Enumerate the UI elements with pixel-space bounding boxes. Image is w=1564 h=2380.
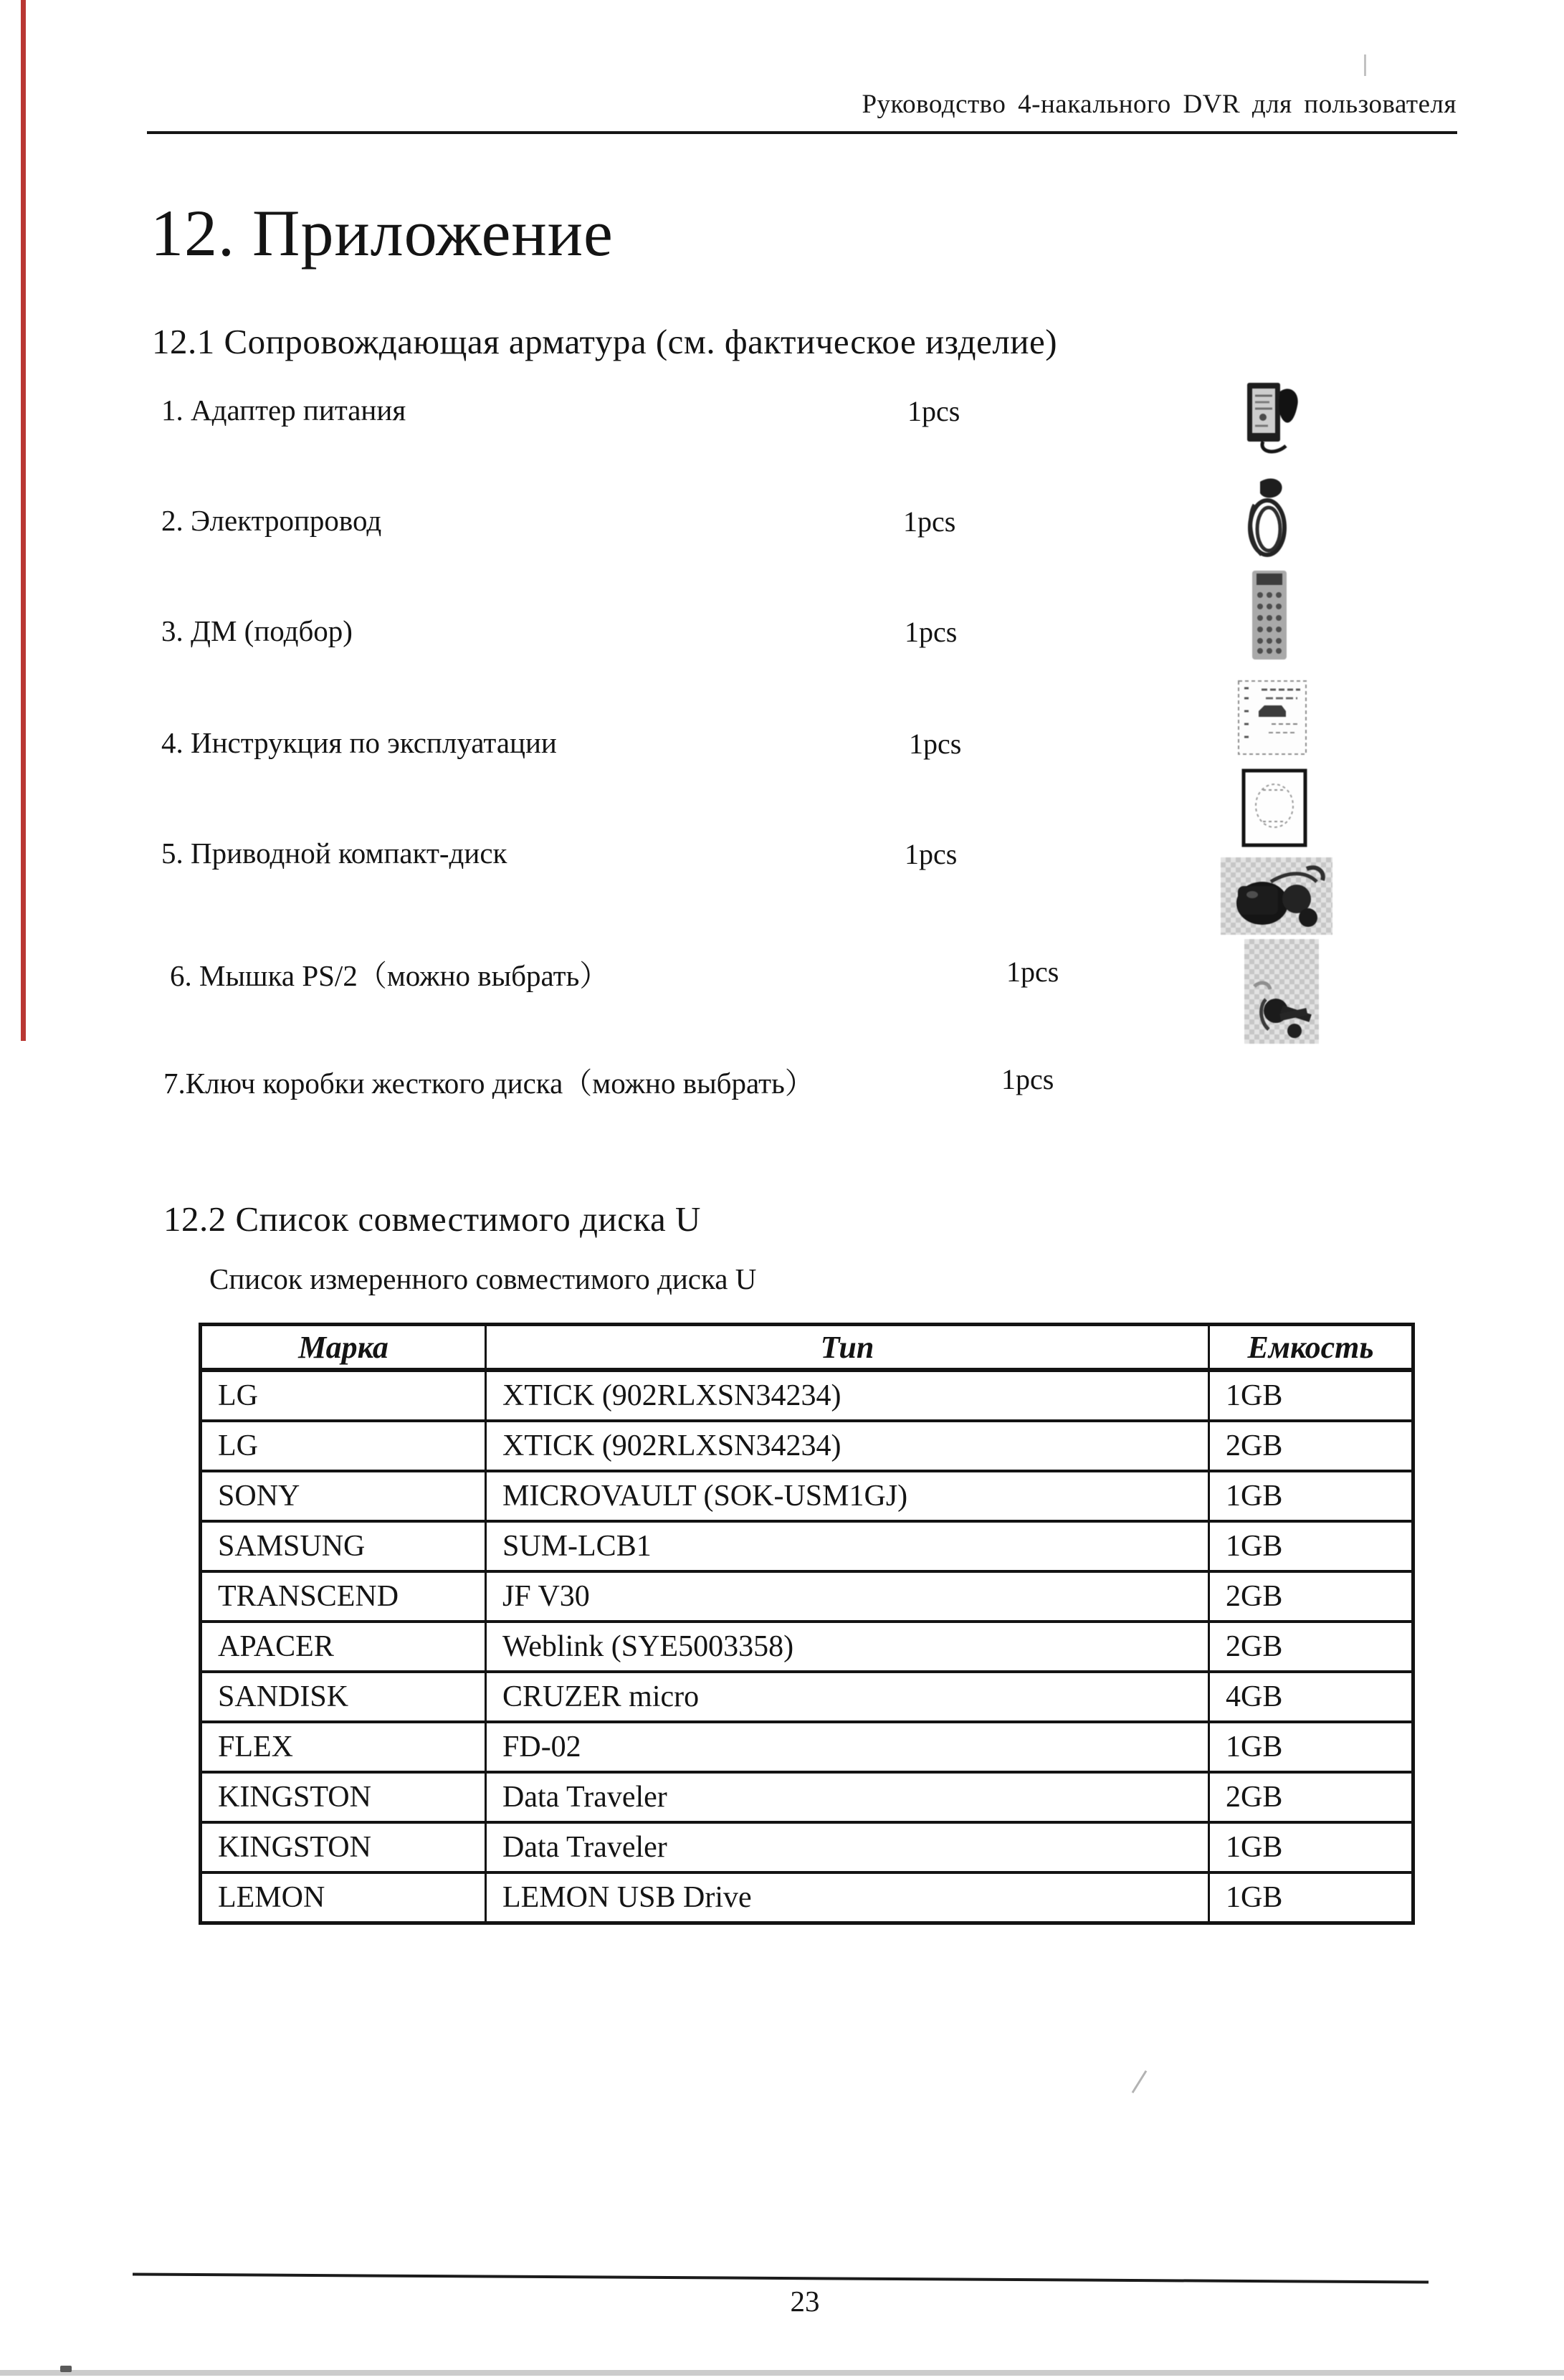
driver-cd-photo [1241,768,1307,847]
accessory-label-3: 3. ДМ (подбор) [161,614,353,647]
hdd-box-key-photo [1244,939,1319,1044]
accessory-label-5: 5. Приводной компакт-диск [161,837,507,870]
accessory-label-4: 4. Инструкция по эксплуатации [161,726,557,759]
cell-brand: SAMSUNG [201,1521,486,1571]
header-rule [147,131,1457,134]
scan-bottom-edge [0,2370,1564,2376]
section-12-1-heading: 12.1 Сопровождающая арматура (см. фактическое изделие) [152,322,1058,361]
table-row [201,1672,1413,1722]
cell-brand: LG [201,1421,486,1471]
table-row [201,1622,1413,1672]
table-row [201,1471,1413,1521]
table-row [201,1822,1413,1872]
accessory-qty-7: 1pcs [1001,1063,1054,1095]
table-row [201,1571,1413,1622]
cell-brand: LG [201,1370,486,1421]
cell-capacity: 2GB [1209,1622,1413,1672]
page-title: 12. Приложение [151,196,614,270]
column-header-type: Тип [486,1325,1209,1371]
cell-brand: SANDISK [201,1672,486,1722]
section-12-2-heading: 12.2 Список совместимого диска U [163,1199,701,1239]
usb-compatibility-table [199,1323,1415,1925]
cell-type: JF V30 [486,1571,1209,1622]
cell-type: MICROVAULT (SOK-USM1GJ) [486,1471,1209,1521]
cell-type: CRUZER micro [486,1672,1209,1722]
cell-capacity: 1GB [1209,1822,1413,1872]
accessory-qty-2: 1pcs [903,505,956,538]
cell-brand: APACER [201,1622,486,1672]
cell-brand: FLEX [201,1722,486,1772]
cell-type: XTICK (902RLXSN34234) [486,1370,1209,1421]
footer-rule [133,2272,1429,2283]
power-adapter-photo [1233,379,1305,459]
column-header-brand: Марка [201,1325,486,1371]
cell-brand: SONY [201,1471,486,1521]
power-cord-photo [1240,475,1296,563]
cell-type: LEMON USB Drive [486,1872,1209,1923]
accessory-qty-6: 1pcs [1006,956,1059,988]
cell-type: XTICK (902RLXSN34234) [486,1421,1209,1471]
cell-brand: TRANSCEND [201,1571,486,1622]
table-row [201,1521,1413,1571]
cell-capacity: 1GB [1209,1370,1413,1421]
cell-capacity: 4GB [1209,1672,1413,1722]
cell-type: Data Traveler [486,1822,1209,1872]
cell-type: Weblink (SYE5003358) [486,1622,1209,1672]
table-row [201,1872,1413,1923]
running-header: Руководство 4-накального DVR для пользователя [862,90,1456,119]
section-12-2-subtitle: Список измеренного совместимого диска U [209,1262,757,1295]
cell-capacity: 1GB [1209,1872,1413,1923]
page-number: 23 [790,2285,820,2318]
table-row [201,1722,1413,1772]
accessory-label-6: 6. Мышка PS/2（можно выбрать） [170,959,609,992]
accessory-qty-1: 1pcs [907,395,960,427]
table-header-row [201,1325,1413,1371]
column-header-capacity: Емкость [1209,1325,1413,1371]
accessory-qty-4: 1pcs [909,728,962,760]
accessory-qty-3: 1pcs [905,616,958,648]
accessory-label-7: 7.Ключ коробки жесткого диска（можно выбрать） [163,1067,814,1100]
ps2-mouse-photo [1221,857,1332,935]
scan-bottom-speck [60,2366,72,2372]
table-row [201,1772,1413,1822]
accessory-qty-5: 1pcs [905,838,958,870]
remote-control-photo [1251,569,1288,661]
red-margin-line [21,0,26,1041]
table-row [201,1421,1413,1471]
cell-capacity: 2GB [1209,1571,1413,1622]
cell-capacity: 1GB [1209,1722,1413,1772]
cell-type: Data Traveler [486,1772,1209,1822]
cell-brand: KINGSTON [201,1772,486,1822]
user-manual-photo [1237,680,1307,756]
accessory-label-2: 2. Электропровод [161,504,382,537]
table-row [201,1370,1413,1421]
scan-artifact-tick [1364,54,1366,76]
cell-capacity: 1GB [1209,1521,1413,1571]
scan-artifact-slash [1132,2070,1148,2093]
accessory-label-1: 1. Адаптер питания [161,394,406,427]
cell-capacity: 2GB [1209,1421,1413,1471]
cell-brand: LEMON [201,1872,486,1923]
cell-type: SUM-LCB1 [486,1521,1209,1571]
cell-capacity: 1GB [1209,1471,1413,1521]
cell-type: FD-02 [486,1722,1209,1772]
cell-capacity: 2GB [1209,1772,1413,1822]
cell-brand: KINGSTON [201,1822,486,1872]
